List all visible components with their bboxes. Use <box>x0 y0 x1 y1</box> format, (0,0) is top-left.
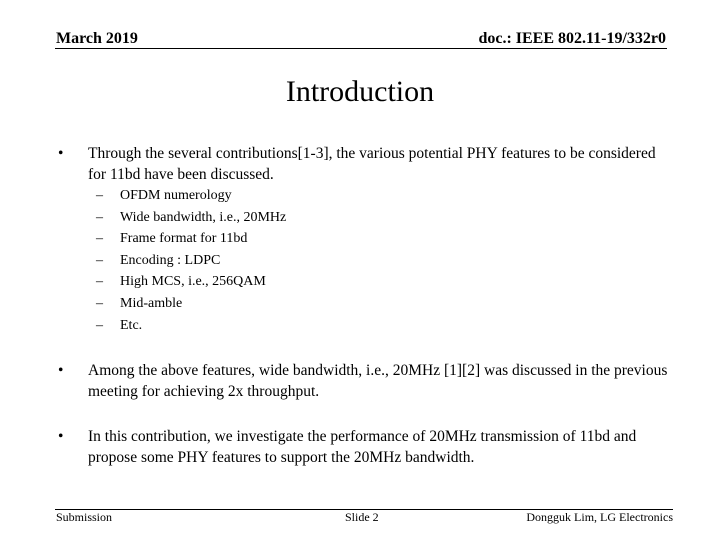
sub-bullet-item <box>96 271 520 293</box>
sub-bullet-list <box>96 185 520 336</box>
header-doc-id: doc.: IEEE 802.11-19/332r0 <box>478 30 666 47</box>
sub-bullet-marker: – <box>96 317 103 333</box>
sub-bullet-marker: – <box>96 295 103 311</box>
bullet-item <box>58 143 668 185</box>
footer-submission: Submission <box>56 510 113 524</box>
bullet-marker: • <box>58 428 64 445</box>
sub-bullet-item <box>96 185 520 207</box>
sub-bullet-text: Encoding : LDPC <box>120 252 221 268</box>
bullet-item <box>58 426 668 468</box>
sub-bullet-item <box>96 315 520 337</box>
bullet-item <box>58 360 668 402</box>
bullet-marker: • <box>58 145 64 162</box>
sub-bullet-marker: – <box>96 209 103 225</box>
sub-bullet-marker: – <box>96 252 103 268</box>
sub-bullet-text: High MCS, i.e., 256QAM <box>120 274 266 290</box>
sub-bullet-text: Frame format for 11bd <box>120 231 248 247</box>
footer-author: Dongguk Lim, LG Electronics <box>526 510 673 524</box>
bullet-text: Through the several contributions[1-3], the various potential PHY features to be considered for 11bd have been discussed. <box>88 145 656 183</box>
bullet-text: In this contribution, we investigate the performance of 20MHz transmission of 11bd and propose some PHY features to support the 20MHz bandwidth. <box>88 428 637 466</box>
header-date: March 2019 <box>56 30 138 47</box>
sub-bullet-item <box>96 250 520 272</box>
bullet-text: Among the above features, wide bandwidth, i.e., 20MHz [1][2] was discussed in the previous meeting for achieving 2x throughput. <box>88 362 668 400</box>
header-divider <box>55 48 667 49</box>
sub-bullet-item <box>96 293 520 315</box>
sub-bullet-marker: – <box>96 188 103 203</box>
bullet-marker: • <box>58 362 64 379</box>
sub-bullet-text: Mid-amble <box>120 295 183 311</box>
sub-bullet-text: OFDM numerology <box>120 188 232 203</box>
sub-bullet-marker: – <box>96 231 103 247</box>
sub-bullet-text: Wide bandwidth, i.e., 20MHz <box>120 209 287 225</box>
sub-bullet-marker: – <box>96 274 103 290</box>
sub-bullet-item <box>96 207 520 229</box>
sub-bullet-text: Etc. <box>120 317 143 333</box>
sub-bullet-item <box>96 228 520 250</box>
slide-title: Introduction <box>285 75 435 108</box>
footer-slide-number: Slide 2 <box>345 510 379 524</box>
